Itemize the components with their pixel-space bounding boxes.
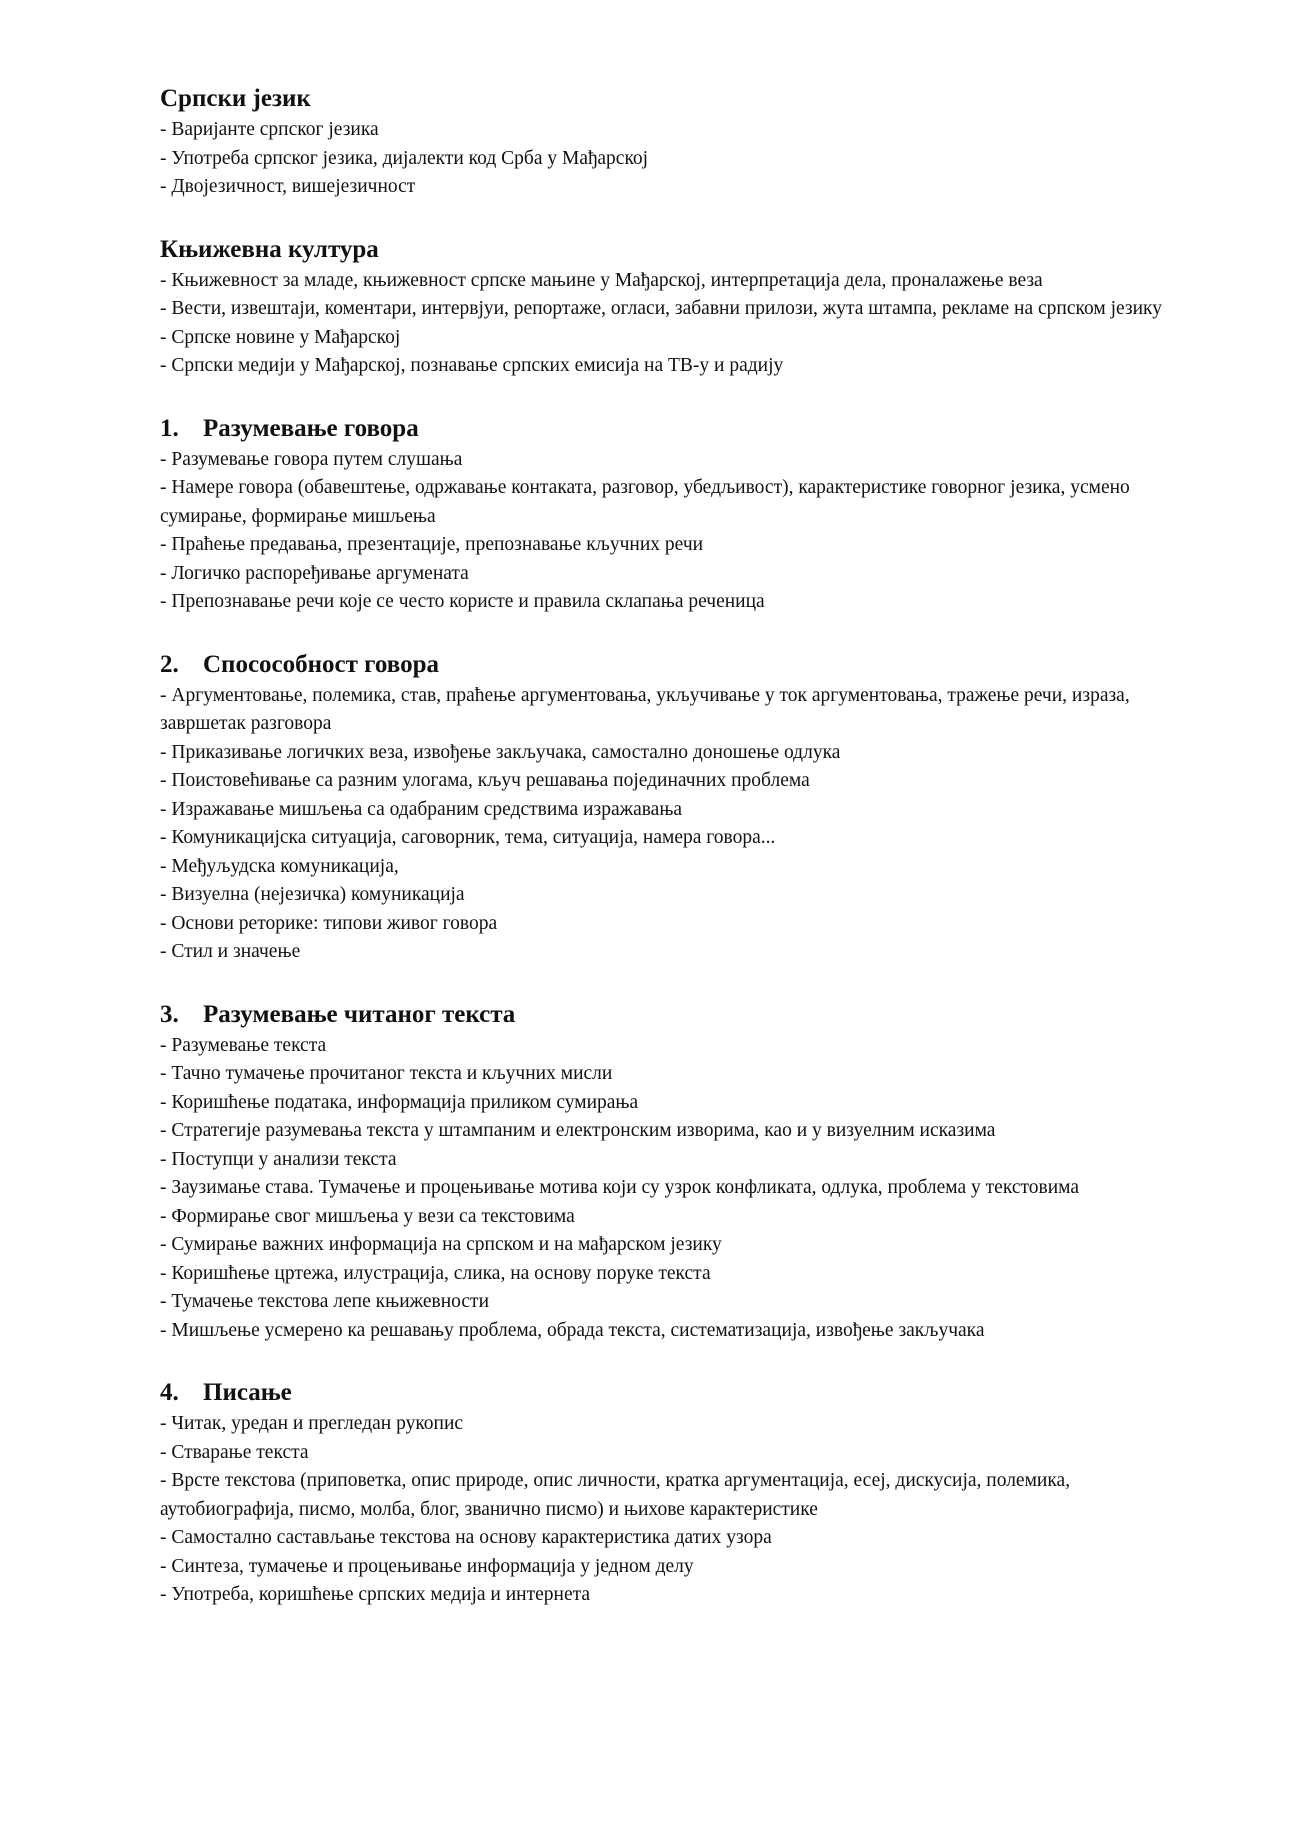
list-item: - Коришћење цртежа, илустрација, слика, на основу поруке текста — [160, 1262, 711, 1284]
list-item: - Врсте текстова (приповетка, опис природе, опис личности, кратка аргументација, есеј, дискусија, полемика, аутобиографија, писмо, молба, блог, званично писмо) и њихове карактеристике — [160, 1470, 1071, 1520]
list-item: - Разумевање говора путем слушања — [160, 448, 463, 470]
list-item: - Логичко распоређивање аргумената — [160, 562, 469, 584]
list-item: - Стварање текста — [160, 1441, 309, 1463]
list-item: - Коришћење података, информација приликом сумирања — [160, 1091, 639, 1113]
list-item: - Употреба, коришћење српских медија и интернета — [160, 1584, 591, 1605]
list-item: - Изражавање мишљења са одабраним средствима изражавања — [160, 798, 683, 820]
list-item: - Српски медији у Мађарској, познавање српских емисија на ТВ-у и радију — [160, 355, 784, 376]
document-page — [160, 84, 1170, 1610]
list-item: - Основи реторике: типови живог говора — [160, 912, 498, 934]
list-item: - Вести, извештаји, коментари, интервјуи, репортаже, огласи, забавни прилози, жута штампа, рекламе на српском језику — [160, 298, 1162, 319]
section-writing — [160, 1378, 1170, 1610]
list-item: - Употреба српског језика, дијалекти код Срба у Мађарској — [160, 147, 649, 169]
section-list — [160, 1410, 1170, 1610]
section-title: Писање — [203, 1379, 292, 1406]
list-item: - Стил и значење — [160, 941, 301, 962]
section-reading-comprehension — [160, 1000, 1170, 1346]
list-item: - Намере говора (обавештење, одржавање контаката, разговор, убедљивост), карактеристике говорног језика, усмено сумирање, формирање мишљења — [160, 477, 1130, 527]
list-item: - Стратегије разумевања текста у штампаним и електронским изворима, као и у визуелним исказима — [160, 1120, 996, 1141]
section-list — [160, 446, 1170, 617]
section-number: 3. — [160, 1000, 179, 1028]
list-item: - Сумирање важних информација на српском и на мађарском језику — [160, 1234, 722, 1255]
section-heading — [160, 414, 1170, 444]
list-item: - Формирање свог мишљења у вези са текстовима — [160, 1205, 575, 1227]
section-heading — [160, 84, 1170, 114]
list-item: - Варијанте српског језика — [160, 119, 379, 140]
section-title: Разумевање говора — [203, 414, 419, 442]
list-item: - Поступци у анализи текста — [160, 1148, 397, 1170]
list-item: - Визуелна (нејезичка) комуникација — [160, 884, 465, 905]
section-heading — [160, 1378, 1170, 1408]
list-item: - Препознавање речи које се често користе и правила склапања реченица — [160, 591, 765, 612]
list-item: - Тачно тумачење прочитаног текста и кључних мисли — [160, 1063, 613, 1084]
section-title: Књижевна култура — [160, 235, 379, 263]
section-number: 1. — [160, 414, 179, 442]
list-item: - Заузимање става. Тумачење и процењивање мотива који су узрок конфликата, одлука, проблема у текстовима — [160, 1177, 1079, 1198]
list-item: - Комуникацијска ситуација, саговорник, тема, ситуација, намера говора... — [160, 827, 776, 848]
list-item: - Двојезичност, вишејезичност — [160, 176, 416, 197]
list-item: - Праћење предавања, презентације, препознавање кључних речи — [160, 534, 704, 555]
list-item: - Приказивање логичких веза, извођење закључака, самостално доношење одлука — [160, 741, 841, 763]
section-title: Српски језик — [160, 85, 311, 112]
section-list — [160, 1032, 1170, 1346]
section-list — [160, 682, 1170, 967]
list-item: - Читак, уредан и прегледан рукопис — [160, 1413, 464, 1434]
list-item: - Српске новине у Мађарској — [160, 326, 401, 348]
list-item: - Мишљење усмерено ка решавању проблема, обрада текста, систематизација, извођење закључака — [160, 1319, 985, 1341]
list-item: - Аргументовање, полемика, став, праћење аргументовања, укључивање у ток аргументовања, тражење речи, израза, завршетак разговора — [160, 684, 1130, 734]
section-literary-culture — [160, 235, 1170, 381]
section-heading — [160, 650, 1170, 680]
list-item: - Поистовећивање са разним улогама, кључ решавања појединачних проблема — [160, 770, 810, 791]
list-item: - Разумевање текста — [160, 1034, 327, 1056]
section-title: Спосособност говора — [203, 650, 440, 678]
section-title: Разумевање читаног текста — [203, 1000, 516, 1028]
section-list — [160, 116, 1170, 202]
section-number: 4. — [160, 1379, 179, 1406]
section-list — [160, 267, 1170, 381]
list-item: - Синтеза, тумачење и процењивање информација у једном делу — [160, 1555, 694, 1577]
list-item: - Тумачење текстова лепе књижевности — [160, 1291, 490, 1312]
section-listening-comprehension — [160, 414, 1170, 617]
list-item: - Књижевност за младе, књижевност српске мањине у Мађарској, интерпретација дела, проналажење веза — [160, 269, 1043, 291]
list-item: - Самостално састављање текстова на основу карактеристика датих узора — [160, 1527, 772, 1548]
section-heading — [160, 1000, 1170, 1030]
list-item: - Међуљудска комуникација, — [160, 855, 399, 877]
section-speaking-ability — [160, 650, 1170, 967]
section-serbian-language — [160, 84, 1170, 202]
section-heading — [160, 235, 1170, 265]
section-number: 2. — [160, 650, 179, 678]
